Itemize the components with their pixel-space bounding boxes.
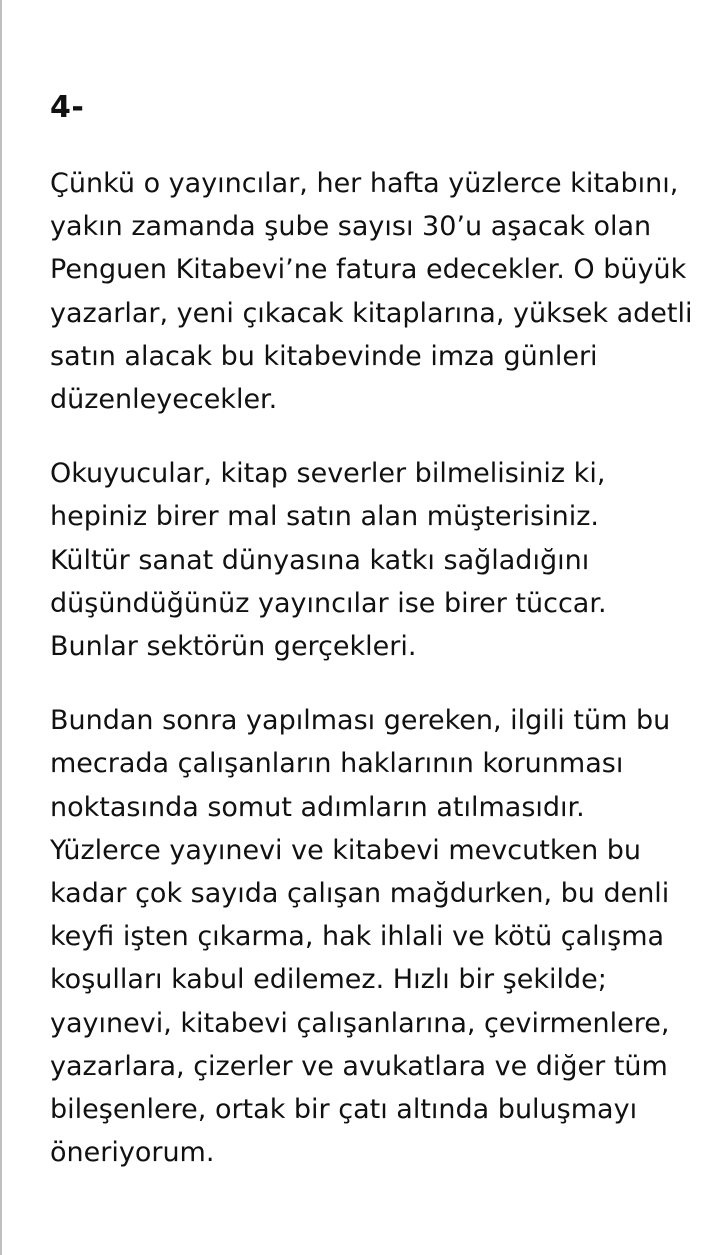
text-line: keyfi işten çıkarma, hak ihlali ve kötü çalışma bbox=[50, 921, 665, 953]
text-line: Bunlar sektörün gerçekleri. bbox=[50, 631, 417, 663]
paragraph-3 bbox=[50, 699, 700, 1174]
text-line: kadar çok sayıda çalışan mağdurken, bu denli bbox=[50, 878, 670, 910]
text-line: yayınevi, kitabevi çalışanlarına, çevirmenlere, bbox=[50, 1007, 670, 1039]
paragraph-2 bbox=[50, 452, 700, 668]
text-line: Kültür sanat dünyasına katkı sağladığını bbox=[50, 544, 590, 576]
text-line: yakın zamanda şube sayısı 30’u aşacak olan bbox=[50, 211, 652, 243]
text-line: düşündüğünüz yayıncılar ise birer tüccar. bbox=[50, 587, 607, 619]
text-line: Çünkü o yayıncılar, her hafta yüzlerce kitabını, bbox=[50, 168, 679, 199]
text-line: öneriyorum. bbox=[50, 1137, 215, 1169]
text-line: Penguen Kitabevi’ne fatura edecekler. O büyük bbox=[50, 254, 687, 286]
body-text bbox=[50, 162, 700, 1205]
text-line: koşulları kabul edilemez. Hızlı bir şekilde; bbox=[50, 964, 607, 996]
text-line: satın alacak bu kitabevinde imza günleri bbox=[50, 340, 598, 372]
text-line: bileşenlere, ortak bir çatı altında buluşmayı bbox=[50, 1094, 638, 1126]
text-line: yazarlara, çizerler ve avukatlara ve diğer tüm bbox=[50, 1050, 668, 1082]
text-line: düzenleyecekler. bbox=[50, 384, 278, 416]
text-line: Okuyucular, kitap severler bilmelisiniz ki, bbox=[50, 458, 606, 490]
text-line: Bundan sonra yapılması gereken, ilgili tüm bu bbox=[50, 705, 671, 737]
section-number-heading: 4- bbox=[50, 90, 85, 125]
text-line: hepiniz birer mal satın alan müşterisiniz. bbox=[50, 501, 600, 533]
text-line: noktasında somut adımların atılmasıdır. bbox=[50, 791, 585, 823]
text-line: yazarlar, yeni çıkacak kitaplarına, yüksek adetli bbox=[50, 297, 693, 329]
text-line: Yüzlerce yayınevi ve kitabevi mevcutken bu bbox=[50, 834, 642, 866]
paragraph-1 bbox=[50, 162, 700, 421]
text-line: mecrada çalışanların haklarının korunması bbox=[50, 748, 624, 780]
